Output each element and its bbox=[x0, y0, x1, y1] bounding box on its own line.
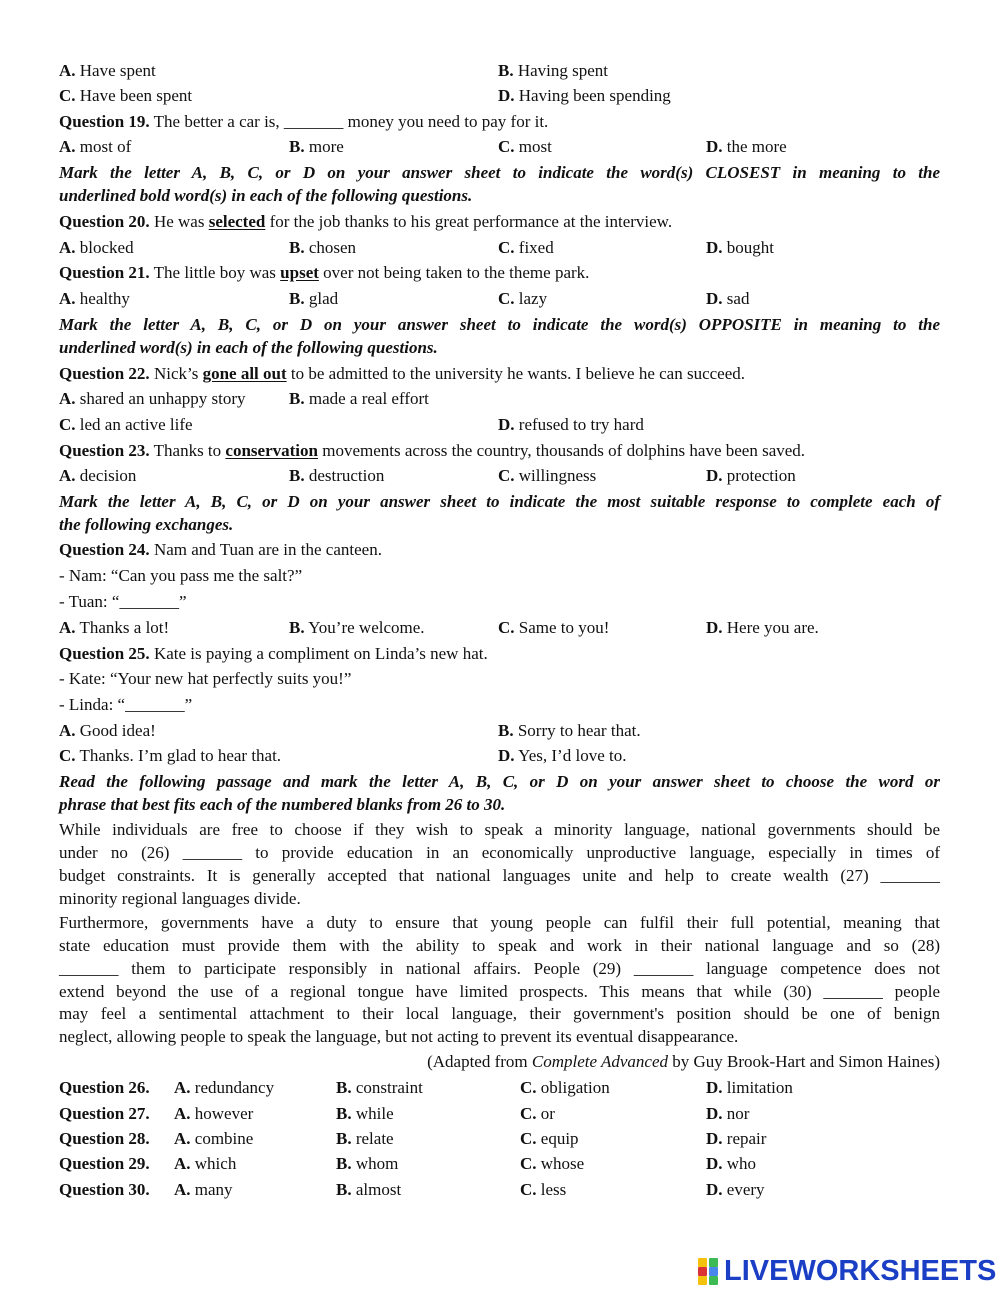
q19-text: The better a car is, _______ money you need to pay for it. bbox=[153, 112, 549, 131]
q25-option-b[interactable]: B. Sorry to hear that. bbox=[498, 721, 641, 740]
q19-options bbox=[59, 135, 940, 158]
q30-option-a[interactable]: A. many bbox=[174, 1180, 233, 1199]
passage-p2-line5: may feel a sentimental attachment to their local language, their government's position should be one of benign bbox=[59, 1004, 940, 1023]
q23-option-d[interactable]: D. protection bbox=[706, 466, 796, 485]
q20-options bbox=[59, 236, 940, 259]
q19-option-b[interactable]: B. more bbox=[289, 137, 344, 156]
directions-passage-line2: phrase that best fits each of the numbered blanks from 26 to 30. bbox=[59, 795, 506, 814]
cloze-row: Question 27. A. however B. while C. or D. nor bbox=[59, 1104, 750, 1123]
q21-option-c[interactable]: C. lazy bbox=[498, 289, 548, 308]
q30-option-d[interactable]: D. every bbox=[706, 1180, 765, 1199]
q23-options bbox=[59, 464, 940, 487]
logo-block-icon bbox=[698, 1258, 707, 1267]
q25-options-row2 bbox=[59, 744, 940, 767]
q24-option-b[interactable]: B. You’re welcome. bbox=[289, 618, 425, 637]
q25-dialogue-2: - Linda: “_______” bbox=[59, 695, 193, 714]
cloze-row: Question 26. A. redundancy B. constraint C. obligation D. limitation bbox=[59, 1078, 793, 1097]
source-title: Complete Advanced bbox=[531, 1052, 669, 1071]
q21-option-d[interactable]: D. sad bbox=[706, 289, 750, 308]
q19-option-a[interactable]: A. most of bbox=[59, 137, 132, 156]
q24-dialogue-2: - Tuan: “_______” bbox=[59, 592, 187, 611]
passage-p1-line3: budget constraints. It is generally accepted that national languages unite and help to create wealth (27) _______ bbox=[59, 866, 940, 885]
q19-option-d[interactable]: D. the more bbox=[706, 137, 787, 156]
q21-options bbox=[59, 287, 940, 310]
q21-keyword: upset bbox=[280, 263, 319, 282]
q18-option-a[interactable]: A. Have spent bbox=[59, 61, 156, 80]
q19-label: Question 19. bbox=[59, 112, 150, 131]
q20-keyword: selected bbox=[208, 212, 266, 231]
passage-p2-line2: state education must provide them with the ability to speak and work in their national language and so (28) bbox=[59, 936, 940, 955]
q22-option-b[interactable]: B. made a real effort bbox=[289, 389, 429, 408]
q28-option-c[interactable]: C. equip bbox=[520, 1129, 579, 1148]
q20-option-c[interactable]: C. fixed bbox=[498, 238, 554, 257]
logo-block-icon bbox=[709, 1276, 718, 1285]
q28-option-d[interactable]: D. repair bbox=[706, 1129, 767, 1148]
q20-stem: Question 20. He was selected for the job thanks to his great performance at the interview. bbox=[59, 212, 673, 231]
q22-option-c[interactable]: C. led an active life bbox=[59, 415, 193, 434]
directions-closest-line1: Mark the letter A, B, C, or D on your answer sheet to indicate the word(s) CLOSEST in meaning to the bbox=[59, 163, 940, 182]
cloze-row: Question 29. A. which B. whom C. whose D. who bbox=[59, 1154, 757, 1173]
q24-stem: Question 24. Nam and Tuan are in the canteen. bbox=[59, 540, 382, 559]
q30-option-c[interactable]: C. less bbox=[520, 1180, 567, 1199]
q22-keyword: gone all out bbox=[202, 364, 287, 383]
directions-response-line1: Mark the letter A, B, C, or D on your answer sheet to indicate the most suitable response to complete each of bbox=[59, 492, 940, 511]
q23-option-c[interactable]: C. willingness bbox=[498, 466, 597, 485]
directions-opposite-line1: Mark the letter A, B, C, or D on your answer sheet to indicate the word(s) OPPOSITE in meaning to the bbox=[59, 315, 940, 334]
q26-option-d[interactable]: D. limitation bbox=[706, 1078, 793, 1097]
q24-options bbox=[59, 616, 940, 639]
q22-option-d[interactable]: D. refused to try hard bbox=[498, 415, 644, 434]
q26-option-b[interactable]: B. constraint bbox=[336, 1078, 423, 1097]
q22-options-row2 bbox=[59, 413, 940, 436]
q19-option-c[interactable]: C. most bbox=[498, 137, 552, 156]
logo-block-icon bbox=[698, 1276, 707, 1285]
q21-stem: Question 21. The little boy was upset over not being taken to the theme park. bbox=[59, 263, 590, 282]
q18-options-row2 bbox=[59, 84, 940, 107]
q25-options-row1 bbox=[59, 719, 940, 742]
cloze-row: Question 30. A. many B. almost C. less D. every bbox=[59, 1180, 765, 1199]
q22-options-row1 bbox=[59, 387, 940, 410]
q28-option-b[interactable]: B. relate bbox=[336, 1129, 394, 1148]
q24-option-a[interactable]: A. Thanks a lot! bbox=[59, 618, 170, 637]
passage-p1-line1: While individuals are free to choose if they wish to speak a minority language, national governments should be bbox=[59, 820, 940, 839]
q19-stem bbox=[59, 110, 940, 133]
q20-option-a[interactable]: A. blocked bbox=[59, 238, 134, 257]
q18-option-b[interactable]: B. Having spent bbox=[498, 61, 609, 80]
q23-option-a[interactable]: A. decision bbox=[59, 466, 137, 485]
q22-stem: Question 22. Nick’s gone all out to be admitted to the university he wants. I believe he can succeed. bbox=[59, 364, 746, 383]
q20-option-b[interactable]: B. chosen bbox=[289, 238, 357, 257]
q29-option-c[interactable]: C. whose bbox=[520, 1154, 585, 1173]
passage-source: (Adapted from Complete Advanced by Guy Brook-Hart and Simon Haines) bbox=[427, 1052, 940, 1071]
passage-p2-line6: neglect, allowing people to speak the language, but not acting to prevent its eventual disappearance. bbox=[59, 1027, 739, 1046]
q21-option-b[interactable]: B. glad bbox=[289, 289, 339, 308]
directions-opposite-line2: underlined word(s) in each of the following questions. bbox=[59, 338, 438, 357]
q23-option-b[interactable]: B. destruction bbox=[289, 466, 385, 485]
q24-option-d[interactable]: D. Here you are. bbox=[706, 618, 819, 637]
q25-option-c[interactable]: C. Thanks. I’m glad to hear that. bbox=[59, 746, 282, 765]
directions-response-line2: the following exchanges. bbox=[59, 515, 234, 534]
passage-p1-line2: under no (26) _______ to provide education in an economically unproductive language, especially in times of bbox=[59, 843, 940, 862]
q26-option-c[interactable]: C. obligation bbox=[520, 1078, 610, 1097]
q25-option-a[interactable]: A. Good idea! bbox=[59, 721, 156, 740]
q29-option-d[interactable]: D. who bbox=[706, 1154, 757, 1173]
directions-passage-line1: Read the following passage and mark the letter A, B, C, or D on your answer sheet to choose the word or bbox=[59, 772, 940, 791]
q24-dialogue-1: - Nam: “Can you pass me the salt?” bbox=[59, 566, 303, 585]
q26-option-a[interactable]: A. redundancy bbox=[174, 1078, 275, 1097]
logo-block-icon bbox=[698, 1267, 707, 1276]
q22-option-a[interactable]: A. shared an unhappy story bbox=[59, 389, 246, 408]
q25-stem: Question 25. Kate is paying a compliment on Linda’s new hat. bbox=[59, 644, 488, 663]
logo-text: LIVEWORKSHEETS bbox=[724, 1255, 997, 1287]
logo-block-icon bbox=[709, 1267, 718, 1276]
passage-p1-line4: minority regional languages divide. bbox=[59, 889, 301, 908]
q30-option-b[interactable]: B. almost bbox=[336, 1180, 402, 1199]
cloze-row: Question 28. A. combine B. relate C. equip D. repair bbox=[59, 1129, 767, 1148]
passage-p2-line4: extend beyond the use of a regional tongue have limited prospects. This means that while (30) _______ people bbox=[59, 982, 940, 1001]
q21-option-a[interactable]: A. healthy bbox=[59, 289, 130, 308]
q27-option-d[interactable]: D. nor bbox=[706, 1104, 750, 1123]
q27-option-b[interactable]: B. while bbox=[336, 1104, 394, 1123]
q24-option-c[interactable]: C. Same to you! bbox=[498, 618, 610, 637]
q18-option-c[interactable]: C. Have been spent bbox=[59, 86, 193, 105]
liveworksheets-logo[interactable] bbox=[698, 1256, 998, 1286]
passage-p2-line3: _______ them to participate responsibly in national affairs. People (29) _______ language competence does not bbox=[59, 959, 940, 978]
q25-dialogue-1: - Kate: “Your new hat perfectly suits you!” bbox=[59, 669, 352, 688]
q28-option-a[interactable]: A. combine bbox=[174, 1129, 254, 1148]
q25-option-d[interactable]: D. Yes, I’d love to. bbox=[498, 746, 627, 765]
q23-stem: Question 23. Thanks to conservation movements across the country, thousands of dolphins have been saved. bbox=[59, 441, 806, 460]
q29-option-a[interactable]: A. which bbox=[174, 1154, 237, 1173]
q27-option-a[interactable]: A. however bbox=[174, 1104, 254, 1123]
q29-option-b[interactable]: B. whom bbox=[336, 1154, 399, 1173]
q18-option-d[interactable]: D. Having been spending bbox=[498, 86, 671, 105]
directions-closest-line2: underlined bold word(s) in each of the following questions. bbox=[59, 186, 473, 205]
logo-block-icon bbox=[709, 1258, 718, 1267]
q23-keyword: conservation bbox=[225, 441, 318, 460]
q20-option-d[interactable]: D. bought bbox=[706, 238, 775, 257]
q27-option-c[interactable]: C. or bbox=[520, 1104, 555, 1123]
passage-p2-line1: Furthermore, governments have a duty to ensure that young people can fulfil their full potential, meaning that bbox=[59, 913, 940, 932]
q18-options-row1 bbox=[59, 59, 940, 82]
